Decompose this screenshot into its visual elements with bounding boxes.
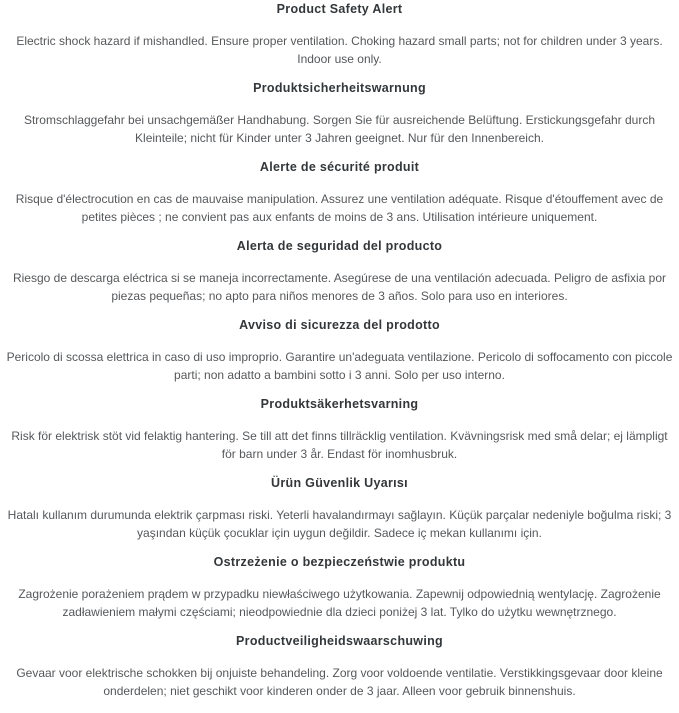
section-body-polish: Zagrożenie porażeniem prądem w przypadku niewłaściwego użytkowania. Zapewnij odpowiednią wentylację. Zagrożenie zadławieniem małymi częściami; nieodpowiednie dla dzieci poniżej 3 lat. Tylko do użytku wewnętrznego. <box>18 587 661 619</box>
section-body-french: Risque d'électrocution en cas de mauvaise manipulation. Assurez une ventilation adéquate. Risque d'étouffement avec de petites pièces ; ne convient pas aux enfants de moins de 3 ans. Utilisation intérieure uniquement. <box>15 192 664 224</box>
safety-section-dutch <box>0 634 679 700</box>
safety-section-french <box>0 160 679 226</box>
section-body-spanish: Riesgo de descarga eléctrica si se maneja incorrectamente. Asegúrese de una ventilación adecuada. Peligro de asfixia por piezas pequeñas; no apto para niños menores de 3 años. Solo para uso en interiores. <box>12 271 667 303</box>
section-body-german: Stromschlaggefahr bei unsachgemäßer Handhabung. Sorgen Sie für ausreichende Belüftung. Erstickungsgefahr durch Kleinteile; nicht für Kinder unter 3 Jahren geeignet. Nur für den Innenbereich. <box>23 113 656 145</box>
safety-section-spanish <box>0 239 679 305</box>
safety-section-german <box>0 81 679 147</box>
section-heading-english: Product Safety Alert <box>276 2 403 16</box>
section-body-dutch: Gevaar voor elektrische schokken bij onjuiste behandeling. Zorg voor voldoende ventilatie. Verstikkingsgevaar door kleine onderdelen; niet geschikt voor kinderen onder de 3 jaar. Alleen voor gebruik binnenshuis. <box>16 666 663 698</box>
safety-section-polish <box>0 555 679 621</box>
section-heading-swedish: Produktsäkerhetsvarning <box>260 397 419 411</box>
safety-section-turkish <box>0 476 679 542</box>
safety-section-swedish <box>0 397 679 463</box>
section-heading-german: Produktsicherheitswarnung <box>253 81 426 95</box>
section-heading-spanish: Alerta de seguridad del producto <box>236 239 443 253</box>
section-heading-dutch: Productveiligheidswaarschuwing <box>236 634 443 648</box>
section-heading-french: Alerte de sécurité produit <box>259 160 420 174</box>
section-body-english: Electric shock hazard if mishandled. Ensure proper ventilation. Choking hazard small parts; not for children under 3 years. Indoor use only. <box>16 34 663 66</box>
safety-section-italian <box>0 318 679 384</box>
section-heading-polish: Ostrzeżenie o bezpieczeństwie produktu <box>213 555 466 569</box>
safety-section-english <box>0 2 679 68</box>
section-body-turkish: Hatalı kullanım durumunda elektrik çarpması riski. Yeterli havalandırmayı sağlayın. Küçük parçalar nedeniyle boğulma riski; 3 yaşından küçük çocuklar için uygun değildir. Sadece iç mekan kullanımı için. <box>7 508 672 540</box>
section-heading-turkish: Ürün Güvenlik Uyarısı <box>271 476 408 490</box>
section-body-italian: Pericolo di scossa elettrica in caso di uso improprio. Garantire un'adeguata ventilazione. Pericolo di soffocamento con piccole parti; non adatto a bambini sotto i 3 anni. Solo per uso interno. <box>6 350 673 382</box>
section-body-swedish: Risk för elektrisk stöt vid felaktig hantering. Se till att det finns tillräcklig ventilation. Kvävningsrisk med små delar; ej lämpligt för barn under 3 år. Endast för inomhusbruk. <box>11 429 668 461</box>
section-heading-italian: Avviso di sicurezza del prodotto <box>239 318 440 332</box>
